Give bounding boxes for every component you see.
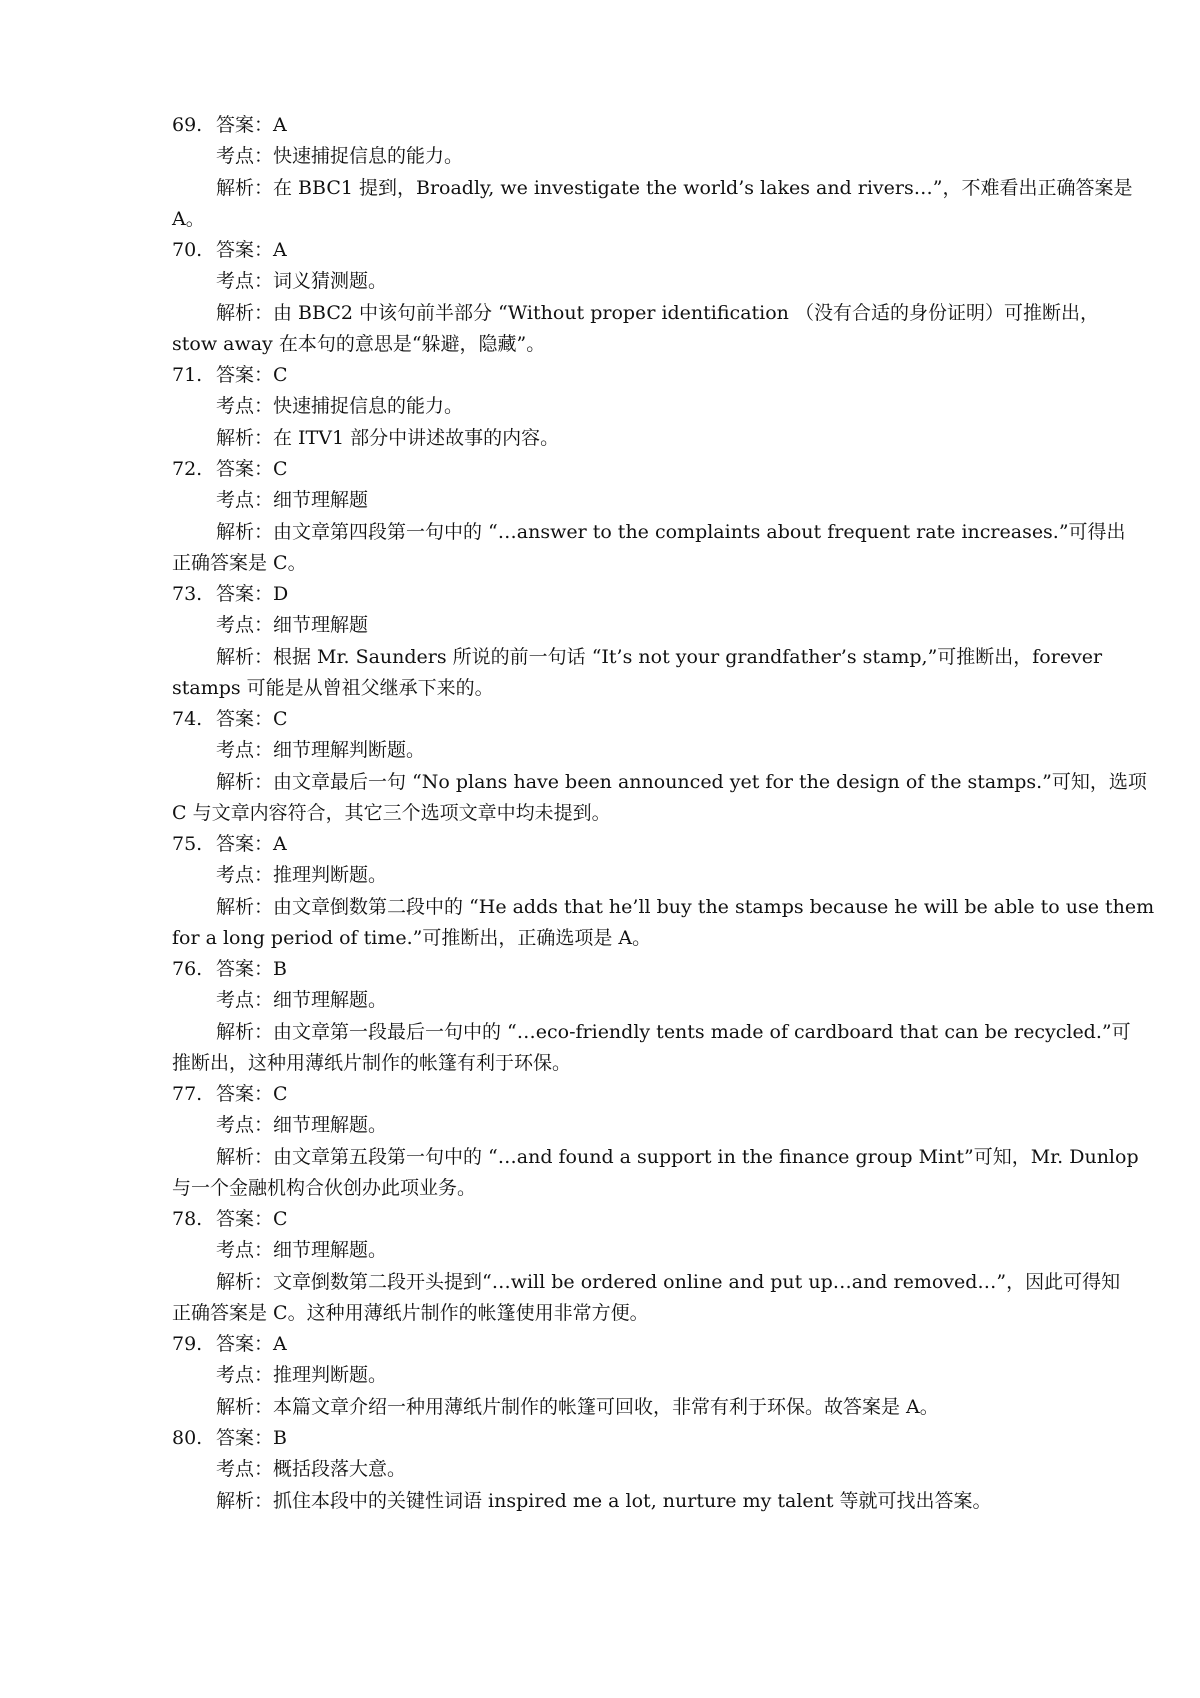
question-number: 78. [172, 1208, 203, 1230]
explanation-line-2: for a long period of time.”可推断出，正确选项是 A。 [172, 926, 652, 949]
answer-label: 答案：C [216, 458, 288, 480]
test-point: 考点：快速捕捉信息的能力。 [216, 145, 464, 168]
explanation-line-1: 解析：由 BBC2 中该句前半部分 “Without proper identification （没有合适的身份证明）可推断出， [216, 301, 1099, 324]
answer-label: 答案：D [216, 583, 289, 605]
answer-label: 答案：C [216, 1208, 288, 1230]
explanation-line-1: 解析：本篇文章介绍一种用薄纸片制作的帐篷可回收，非常有利于环保。故答案是 A。 [216, 1395, 939, 1418]
test-point: 考点：推理判断题。 [216, 864, 388, 887]
explanation-line-2: stow away 在本句的意思是“躲避，隐藏”。 [172, 332, 546, 355]
explanation-line-2: A。 [172, 207, 205, 230]
question-number: 76. [172, 958, 203, 980]
question-number: 69. [172, 114, 203, 136]
question-number: 80. [172, 1427, 203, 1449]
answer-label: 答案：A [216, 239, 287, 261]
question-number: 74. [172, 708, 203, 730]
test-point: 考点：快速捕捉信息的能力。 [216, 395, 464, 418]
question-number: 73. [172, 583, 203, 605]
answer-label: 答案：A [216, 833, 287, 855]
question-number: 75. [172, 833, 203, 855]
test-point: 考点：词义猜测题。 [216, 270, 388, 293]
explanation-line-1: 解析：由文章第四段第一句中的 “…answer to the complaints about frequent rate increases.”可得出 [216, 520, 1126, 543]
test-point: 考点：细节理解题 [216, 489, 369, 512]
test-point: 考点：细节理解题。 [216, 989, 388, 1012]
question-number: 72. [172, 458, 203, 480]
answer-label: 答案：B [216, 958, 287, 980]
explanation-line-2: C 与文章内容符合，其它三个选项文章中均未提到。 [172, 801, 611, 824]
test-point: 考点：细节理解题 [216, 614, 369, 637]
explanation-line-1: 解析：文章倒数第二段开头提到“…will be ordered online and put up…and removed…”，因此可得知 [216, 1270, 1121, 1293]
explanation-line-2: stamps 可能是从曾祖父继承下来的。 [172, 676, 494, 699]
answer-label: 答案：C [216, 1083, 288, 1105]
explanation-line-2: 推断出，这种用薄纸片制作的帐篷有利于环保。 [172, 1051, 572, 1074]
test-point: 考点：细节理解判断题。 [216, 739, 426, 762]
question-number: 70. [172, 239, 203, 261]
explanation-line-1: 解析：在 ITV1 部分中讲述故事的内容。 [216, 426, 560, 449]
question-number: 79. [172, 1333, 203, 1355]
explanation-line-2: 正确答案是 C。这种用薄纸片制作的帐篷使用非常方便。 [172, 1301, 649, 1324]
test-point: 考点：推理判断题。 [216, 1364, 388, 1387]
answer-label: 答案：C [216, 364, 288, 386]
answer-label: 答案：C [216, 708, 288, 730]
explanation-line-2: 正确答案是 C。 [172, 551, 307, 574]
explanation-line-1: 解析：由文章第五段第一句中的 “…and found a support in the finance group Mint”可知，Mr. Dunlop [216, 1145, 1139, 1168]
explanation-line-1: 解析：由文章最后一句 “No plans have been announced yet for the design of the stamps.”可知，选项 [216, 770, 1147, 793]
test-point: 考点：细节理解题。 [216, 1239, 388, 1262]
answer-label: 答案：A [216, 1333, 287, 1355]
question-number: 77. [172, 1083, 203, 1105]
answer-label: 答案：A [216, 114, 287, 136]
question-number: 71. [172, 364, 203, 386]
test-point: 考点：细节理解题。 [216, 1114, 388, 1137]
explanation-line-1: 解析：由文章第一段最后一句中的 “…eco-friendly tents made of cardboard that can be recycled.”可 [216, 1020, 1131, 1043]
explanation-line-1: 解析：在 BBC1 提到，Broadly, we investigate the world’s lakes and rivers…”，不难看出正确答案是 [216, 176, 1133, 199]
test-point: 考点：概括段落大意。 [216, 1458, 407, 1481]
explanation-line-1: 解析：由文章倒数第二段中的 “He adds that he’ll buy the stamps because he will be able to use them [216, 895, 1155, 918]
explanation-line-2: 与一个金融机构合伙创办此项业务。 [172, 1176, 477, 1199]
explanation-line-1: 解析：抓住本段中的关键性词语 inspired me a lot, nurture my talent 等就可找出答案。 [216, 1489, 992, 1512]
explanation-line-1: 解析：根据 Mr. Saunders 所说的前一句话 “It’s not your grandfather’s stamp,”可推断出，forever [216, 645, 1103, 668]
answer-label: 答案：B [216, 1427, 287, 1449]
